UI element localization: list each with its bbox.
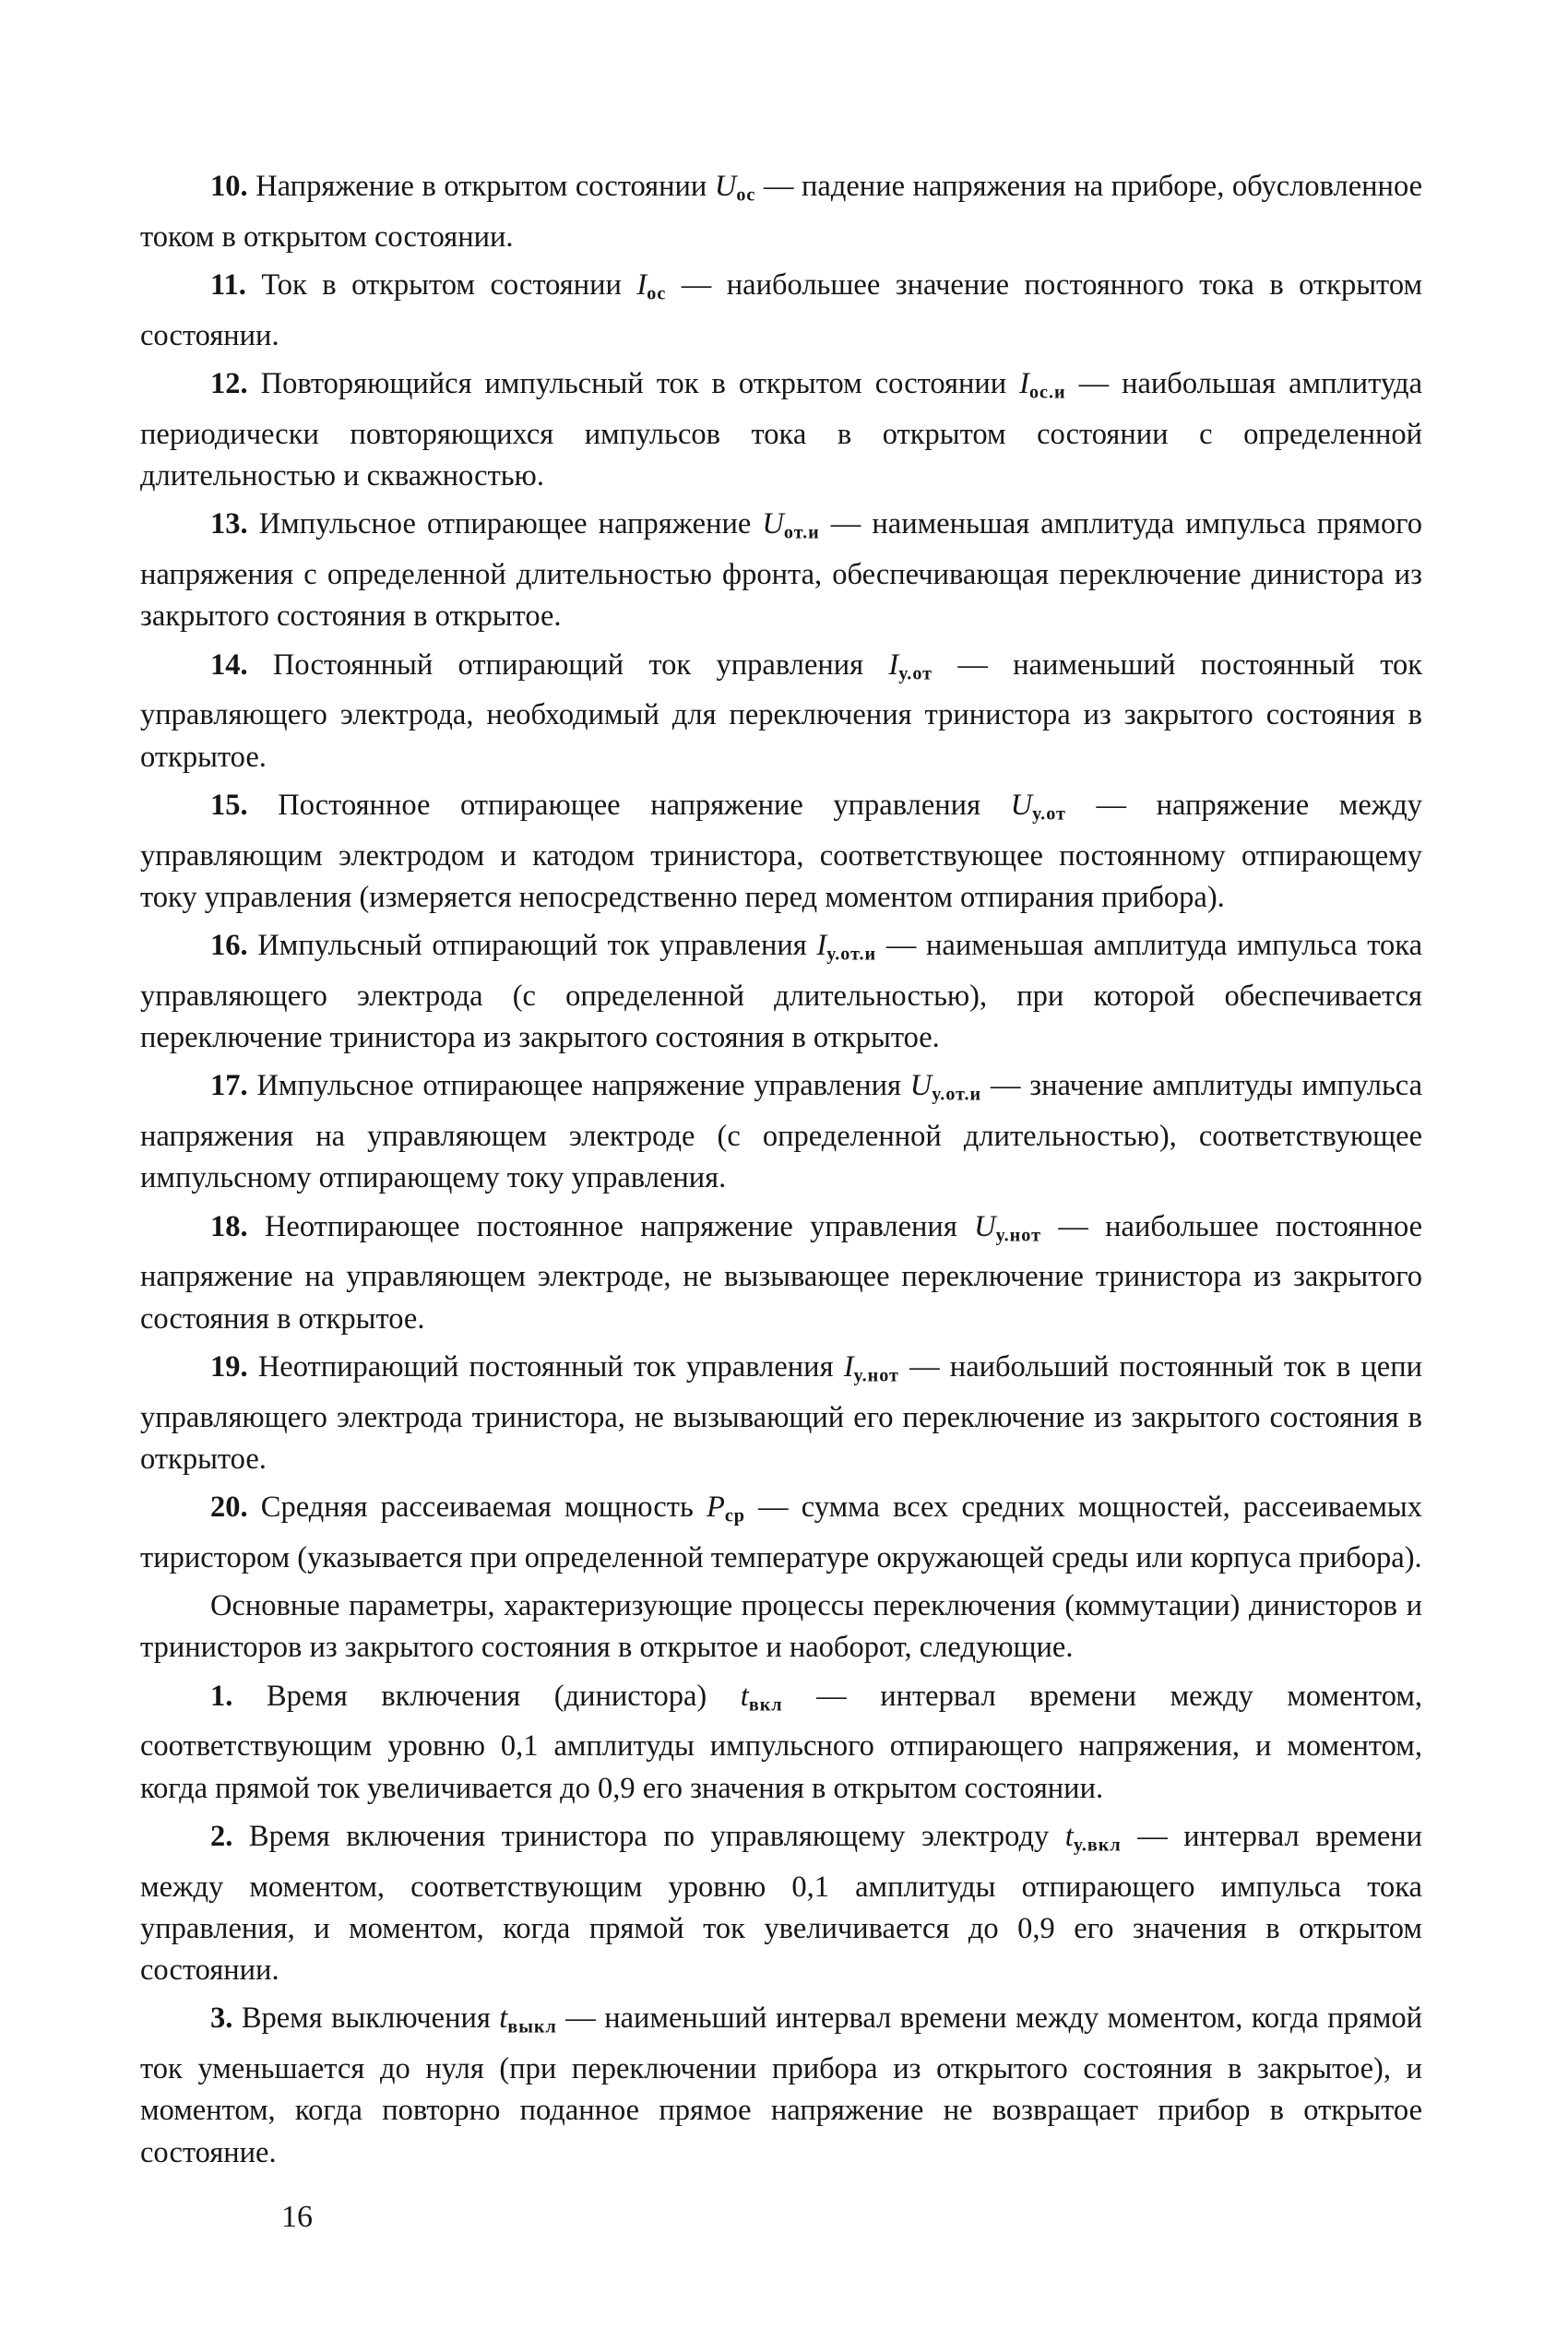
parameter-subscript: вкл [748, 1694, 783, 1716]
parameter-subscript: у.нот [853, 1365, 899, 1386]
item-number: 10. [210, 170, 248, 203]
parameter-symbol: $U_{у.нот}$ [974, 1209, 1041, 1246]
definition-text: — падение напряжения на приборе, обусловленное током в открытом состоянии. [140, 170, 1423, 254]
definition-text: — наименьший постоянный ток управляющего электрода, необходимый для переключения тринистора из закрытого состояния в открытое. [140, 647, 1423, 774]
parameter-symbol: $P_{ср}$ [706, 1491, 745, 1526]
item-number: 19. [210, 1349, 248, 1384]
term-text: Неотпирающий постоянный ток управления [257, 1349, 834, 1384]
parameter-symbol: $I_{oc}$ [636, 268, 667, 304]
item-number: 20. [210, 1491, 248, 1525]
paragraph-16 [140, 925, 1422, 1059]
paragraph-15 [140, 785, 1422, 919]
item-number: 2. [210, 1819, 233, 1853]
parameter-subscript: у.от [898, 663, 933, 684]
paragraph-switch-1 [140, 1676, 1422, 1810]
parameter-subscript: у.от [1032, 803, 1066, 825]
item-number: 1. [210, 1679, 233, 1713]
term-text: Повторяющийся импульсный ток в открытом состоянии [260, 367, 1007, 401]
term-text: Время выключения [241, 2002, 491, 2036]
paragraph-14 [140, 645, 1422, 778]
definition-text: — наименьший интервал времени между моментом, когда прямой ток уменьшается до нуля (при переключении прибора из открытого состояния в закрытое), и моментом, когда повторно поданное прямое напряжение не возвращает прибор в открытое состояние. [140, 2002, 1423, 2169]
definition-text: — интервал времени между моментом, соответствующим уровню 0,1 амплитуды отпирающего импульса тока управления, и моментом, когда прямой ток увеличивается до 0,9 его значения в открытом состоянии. [140, 1819, 1423, 1988]
parameter-subscript: oc [736, 184, 756, 206]
paragraph-switch-2 [140, 1816, 1422, 1991]
definition-text: — напряжение между управляющим электродом и катодом тринистора, соответствующее постоянному отпирающему току управления (измеряется непосредственно перед моментом отпирания прибора). [140, 788, 1423, 914]
term-text: Средняя рассеиваемая мощность [260, 1491, 694, 1525]
parameter-symbol: $U_{от.и}$ [762, 507, 820, 543]
paragraph-20 [140, 1487, 1422, 1579]
intro-text: Основные параметры, характеризующие процессы переключения (коммутации) динисторов и тринисторов из закрытого состояния в открытое и наоборот, следующие. [140, 1589, 1422, 1665]
paragraph-19 [140, 1347, 1422, 1480]
parameter-symbol: $U_{oc}$ [714, 170, 756, 206]
term-text: Импульсное отпирающее напряжение [258, 507, 752, 541]
parameter-symbol: $t_{у.вкл}$ [1064, 1819, 1122, 1856]
item-number: 12. [210, 367, 248, 401]
document-page [140, 166, 1422, 2180]
item-number: 16. [210, 929, 248, 963]
term-text: Ток в открытом состоянии [261, 268, 622, 303]
paragraph-switch-3 [140, 1998, 1422, 2173]
definition-text: — наибольшее значение постоянного тока в открытом состоянии. [140, 268, 1423, 352]
parameter-symbol: $U_{у.от.и}$ [909, 1069, 982, 1105]
paragraph-18 [140, 1206, 1422, 1340]
definition-text: — наибольший постоянный ток в цепи управляющего электрода тринистора, не вызывающий его переключение из закрытого состояния в открытое. [140, 1349, 1422, 1476]
item-number: 18. [210, 1209, 248, 1243]
item-number: 14. [210, 647, 248, 682]
parameter-subscript: от.и [783, 522, 820, 543]
item-number: 11. [210, 268, 246, 303]
parameter-symbol: $I_{у.от.и}$ [816, 929, 877, 965]
term-text: Время включения тринистора по управляющему электроду [248, 1819, 1050, 1853]
term-text: Импульсный отпирающий ток управления [257, 929, 807, 963]
term-text: Импульсное отпирающее напряжение управления [256, 1069, 901, 1103]
definition-text: — наименьшая амплитуда импульса тока управляющего электрода (с определенной длительностью), при которой обеспечивается переключение тринистора из закрытого состояния в открытое. [140, 929, 1423, 1055]
parameter-subscript: у.вкл [1073, 1835, 1122, 1856]
parameter-symbol: $t_{вкл}$ [740, 1679, 783, 1716]
parameter-subscript: ср [724, 1505, 745, 1526]
parameter-subscript: oc [647, 283, 667, 304]
paragraph-13 [140, 504, 1422, 637]
parameter-subscript: у.от.и [826, 944, 877, 965]
definition-text: — наибольшая амплитуда периодически повторяющихся импульсов тока в открытом состоянии с определенной длительностью и скважностью. [140, 367, 1423, 493]
parameter-symbol: $I_{у.нот}$ [843, 1349, 899, 1386]
definition-text: — наибольшее постоянное напряжение на управляющем электроде, не вызывающее переключение тринистора из закрытого состояния в открытое. [140, 1209, 1423, 1336]
item-number: 13. [210, 507, 248, 541]
definition-text: — значение амплитуды импульса напряжения на управляющем электроде (с определенной длительностью), соответствующее импульсному отпирающему току управления. [140, 1069, 1423, 1195]
term-text: Неотпирающее постоянное напряжение управления [264, 1209, 957, 1243]
parameter-symbol: $I_{oc.и}$ [1019, 367, 1066, 403]
parameter-subscript: у.от.и [932, 1084, 982, 1105]
paragraph-17 [140, 1065, 1422, 1199]
parameter-symbol: $t_{выкл}$ [499, 2002, 557, 2037]
parameter-subscript: oc.и [1028, 382, 1066, 403]
definition-text: — наименьшая амплитуда импульса прямого напряжения с определенной длительностью фронта, обеспечивающая переключение динистора из закрытого состояния в открытое. [140, 507, 1422, 634]
paragraph-10 [140, 166, 1422, 258]
item-number: 17. [210, 1069, 248, 1103]
paragraph-intro-switching [140, 1586, 1422, 1669]
parameter-subscript: у.нот [995, 1225, 1041, 1246]
term-text: Постоянное отпирающее напряжение управления [278, 788, 981, 822]
definition-text: — сумма всех средних мощностей, рассеиваемых тиристором (указывается при определенной температуре окружающей среды или корпуса прибора). [140, 1491, 1423, 1574]
item-number: 3. [210, 2002, 233, 2036]
paragraph-12 [140, 363, 1422, 497]
page-number: 16 [281, 2200, 313, 2234]
term-text: Время включения (динистора) [266, 1679, 707, 1713]
parameter-symbol: $U_{у.от}$ [1010, 788, 1066, 825]
definition-text: — интервал времени между моментом, соответствующим уровню 0,1 амплитуды импульсного отпирающего напряжения, и моментом, когда прямой ток увеличивается до 0,9 его значения в открытом состоянии. [140, 1679, 1423, 1805]
term-text: Напряжение в открытом состоянии [255, 170, 707, 203]
parameter-subscript: выкл [507, 2016, 557, 2037]
parameter-symbol: $I_{у.от}$ [888, 647, 933, 684]
paragraph-11 [140, 265, 1422, 357]
term-text: Постоянный отпирающий ток управления [272, 647, 864, 682]
item-number: 15. [210, 788, 248, 822]
